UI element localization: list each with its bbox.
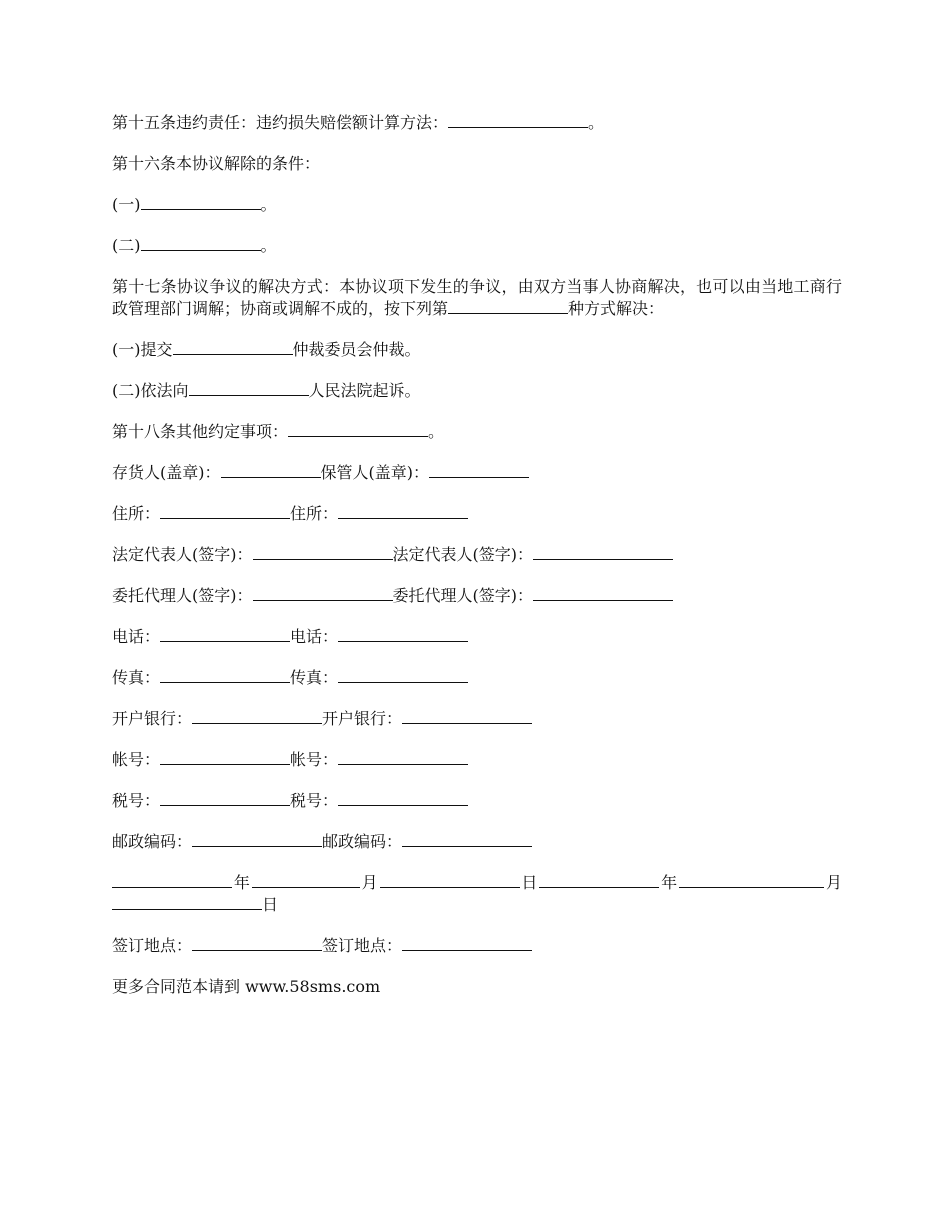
field-phone: 电话： 电话： [112, 626, 842, 648]
field-bank: 开户银行： 开户银行： [112, 708, 842, 730]
field-account: 帐号： 帐号： [112, 749, 842, 771]
article-16-item-2: (二) 。 [112, 236, 277, 255]
blank-line [539, 872, 659, 888]
blank-line [112, 872, 232, 888]
blank-line [160, 790, 290, 806]
blank-line [160, 667, 290, 683]
blank-line [679, 872, 824, 888]
field-legal-rep: 法定代表人(签字)： 法定代表人(签字)： [112, 544, 842, 566]
blank-line [533, 544, 673, 560]
contract-page [112, 112, 842, 1017]
article-17-item-2: (二)依法向 人民法院起诉。 [112, 381, 421, 400]
blank-line [192, 708, 322, 724]
article-16-item-1: (一) 。 [112, 195, 277, 214]
article-17-item-1: (一)提交 仲裁委员会仲裁。 [112, 340, 421, 359]
field-fax: 传真： 传真： [112, 667, 842, 689]
footer-note: 更多合同范本请到 www.58sms.com [112, 977, 381, 996]
blank-line [380, 872, 520, 888]
blank-line [192, 935, 322, 951]
blank-line [402, 935, 532, 951]
article-15: 第十五条违约责任：违约损失赔偿额计算方法： 。 [112, 113, 605, 132]
blank-line [338, 626, 468, 642]
blank-line [173, 339, 293, 355]
blank-line [338, 503, 468, 519]
blank-line [160, 626, 290, 642]
blank-line [221, 462, 321, 478]
blank-line [402, 708, 532, 724]
blank-line [402, 831, 532, 847]
parties-line: 存货人(盖章)： 保管人(盖章)： [112, 462, 842, 484]
field-postal-code: 邮政编码： 邮政编码： [112, 831, 842, 853]
field-signing-location: 签订地点： 签订地点： [112, 935, 842, 957]
blank-line [448, 298, 568, 314]
field-agent: 委托代理人(签字)： 委托代理人(签字)： [112, 585, 842, 607]
blank-line [252, 872, 360, 888]
blank-line [141, 235, 261, 251]
blank-line [338, 749, 468, 765]
field-tax-id: 税号： 税号： [112, 790, 842, 812]
blank-line [338, 790, 468, 806]
blank-line [189, 380, 309, 396]
article-17: 第十七条协议争议的解决方式：本协议项下发生的争议，由双方当事人协商解决，也可以由当地工商行政管理部门调解；协商或调解不成的，按下列第 种方式解决： [112, 277, 842, 318]
blank-line [448, 112, 588, 128]
blank-line [141, 194, 261, 210]
field-address: 住所： 住所： [112, 503, 842, 525]
blank-line [160, 749, 290, 765]
blank-line [160, 503, 290, 519]
blank-line [112, 894, 262, 910]
date-line: 年 月 日 年 月日 [112, 872, 842, 916]
blank-line [338, 667, 468, 683]
article-16: 第十六条本协议解除的条件： [112, 154, 321, 173]
blank-line [253, 544, 393, 560]
blank-line [429, 462, 529, 478]
blank-line [533, 585, 673, 601]
blank-line [192, 831, 322, 847]
blank-line [288, 421, 428, 437]
article-18: 第十八条其他约定事项： 。 [112, 422, 445, 441]
blank-line [253, 585, 393, 601]
